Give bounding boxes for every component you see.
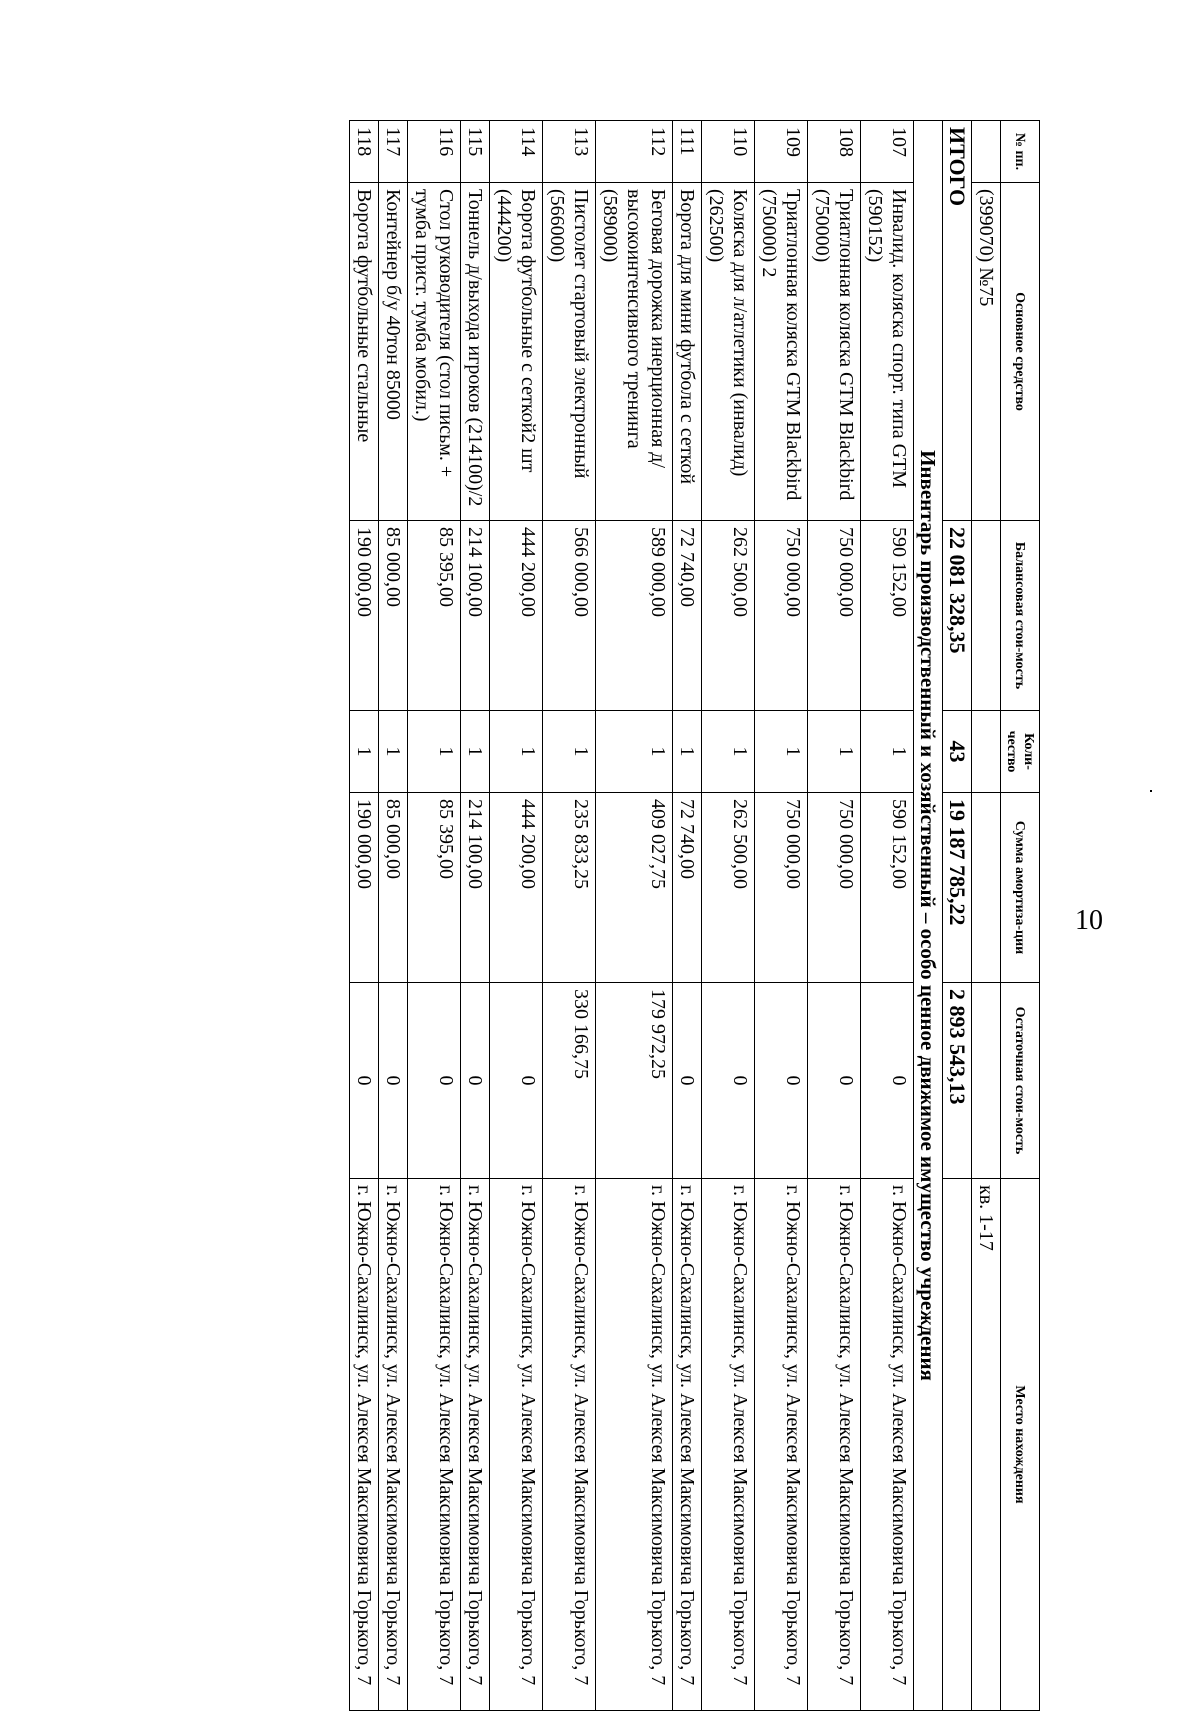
balance-value: 262 500,00 xyxy=(702,521,755,711)
row-number: 116 xyxy=(408,121,461,183)
residual-value: 0 xyxy=(673,983,702,1179)
table-row xyxy=(461,121,490,1711)
table-row xyxy=(755,121,808,1711)
row-number: 110 xyxy=(702,121,755,183)
carry-row xyxy=(972,121,1001,1711)
residual-value: 0 xyxy=(702,983,755,1179)
row-number: 113 xyxy=(543,121,596,183)
quantity: 1 xyxy=(350,711,379,793)
total-qty: 43 xyxy=(943,711,972,793)
header-cell: Место нахождения xyxy=(1001,1179,1040,1711)
amortization-value: 590 152,00 xyxy=(861,793,914,983)
row-number: 117 xyxy=(379,121,408,183)
amortization-value: 750 000,00 xyxy=(755,793,808,983)
amortization-value: 85 000,00 xyxy=(379,793,408,983)
section-row xyxy=(914,121,943,1711)
header-cell: Коли-чество xyxy=(1001,711,1040,793)
row-number: 112 xyxy=(596,121,673,183)
carry-location: кв. 1-17 xyxy=(972,1179,1001,1711)
header-cell: Остаточная стои-мость xyxy=(1001,983,1040,1179)
page-number: 10 xyxy=(1075,905,1103,936)
residual-value: 0 xyxy=(350,983,379,1179)
table-row xyxy=(490,121,543,1711)
balance-value: 590 152,00 xyxy=(861,521,914,711)
table-row xyxy=(543,121,596,1711)
residual-value: 0 xyxy=(408,983,461,1179)
asset-name: Ворота футбольные с сеткой2 шт (444200) xyxy=(490,183,543,521)
quantity: 1 xyxy=(490,711,543,793)
asset-name: Стол руководителя (стол письм. + тумба прист. тумба мобил.) xyxy=(408,183,461,521)
residual-value: 179 972,25 xyxy=(596,983,673,1179)
asset-name: Контейнер б/у 40тон 85000 xyxy=(379,183,408,521)
amortization-value: 214 100,00 xyxy=(461,793,490,983)
quantity: 1 xyxy=(461,711,490,793)
balance-value: 85 000,00 xyxy=(379,521,408,711)
asset-name: Тоннель д/выхода игроков (214100)/2 xyxy=(461,183,490,521)
amortization-value: 262 500,00 xyxy=(702,793,755,983)
asset-name: Пистолет стартовый электронный (566000) xyxy=(543,183,596,521)
row-number: 108 xyxy=(808,121,861,183)
residual-value: 0 xyxy=(808,983,861,1179)
residual-value: 0 xyxy=(461,983,490,1179)
table-row xyxy=(808,121,861,1711)
table-row xyxy=(861,121,914,1711)
total-amort: 19 187 785,22 xyxy=(943,793,972,983)
balance-value: 566 000,00 xyxy=(543,521,596,711)
balance-value: 190 000,00 xyxy=(350,521,379,711)
balance-value: 72 740,00 xyxy=(673,521,702,711)
total-residual: 2 893 543,13 xyxy=(943,983,972,1179)
location: г. Южно-Сахалинск, ул. Алексея Максимовича Горького, 7 xyxy=(861,1179,914,1711)
header-cell: Основное средство xyxy=(1001,183,1040,521)
quantity: 1 xyxy=(702,711,755,793)
amortization-value: 235 833,25 xyxy=(543,793,596,983)
quantity: 1 xyxy=(755,711,808,793)
section-title: Инвентарь производственный и хозяйственный – особо ценное движимое имущество учреждения xyxy=(914,121,943,1711)
row-number: 114 xyxy=(490,121,543,183)
location: г. Южно-Сахалинск, ул. Алексея Максимовича Горького, 7 xyxy=(379,1179,408,1711)
location: г. Южно-Сахалинск, ул. Алексея Максимовича Горького, 7 xyxy=(408,1179,461,1711)
balance-value: 750 000,00 xyxy=(808,521,861,711)
location: г. Южно-Сахалинск, ул. Алексея Максимовича Горького, 7 xyxy=(755,1179,808,1711)
quantity: 1 xyxy=(673,711,702,793)
amortization-value: 444 200,00 xyxy=(490,793,543,983)
residual-value: 0 xyxy=(861,983,914,1179)
rotated-page xyxy=(349,120,1040,1710)
table-row xyxy=(702,121,755,1711)
header-cell: Балансовая стои-мость xyxy=(1001,521,1040,711)
table-row xyxy=(673,121,702,1711)
row-number: 111 xyxy=(673,121,702,183)
balance-value: 750 000,00 xyxy=(755,521,808,711)
location: г. Южно-Сахалинск, ул. Алексея Максимовича Горького, 7 xyxy=(350,1179,379,1711)
asset-name: Триатлонная коляска GTM Blackbird (750000) xyxy=(808,183,861,521)
header-cell: № пп. xyxy=(1001,121,1040,183)
amortization-value: 190 000,00 xyxy=(350,793,379,983)
total-row xyxy=(943,121,972,1711)
location: г. Южно-Сахалинск, ул. Алексея Максимовича Горького, 7 xyxy=(543,1179,596,1711)
total-balance: 22 081 328,35 xyxy=(943,521,972,711)
quantity: 1 xyxy=(861,711,914,793)
balance-value: 214 100,00 xyxy=(461,521,490,711)
location: г. Южно-Сахалинск, ул. Алексея Максимовича Горького, 7 xyxy=(673,1179,702,1711)
table-row xyxy=(379,121,408,1711)
amortization-value: 72 740,00 xyxy=(673,793,702,983)
location: г. Южно-Сахалинск, ул. Алексея Максимовича Горького, 7 xyxy=(808,1179,861,1711)
amortization-value: 750 000,00 xyxy=(808,793,861,983)
header-row xyxy=(1001,121,1040,1711)
location: г. Южно-Сахалинск, ул. Алексея Максимовича Горького, 7 xyxy=(461,1179,490,1711)
balance-value: 444 200,00 xyxy=(490,521,543,711)
table-row xyxy=(350,121,379,1711)
residual-value: 0 xyxy=(755,983,808,1179)
residual-value: 0 xyxy=(379,983,408,1179)
residual-value: 0 xyxy=(490,983,543,1179)
asset-name: Ворота футбольные стальные xyxy=(350,183,379,521)
asset-name: Беговая дорожка инерционная д/высокоинтенсивного тренинга (589000) xyxy=(596,183,673,521)
row-number: 107 xyxy=(861,121,914,183)
quantity: 1 xyxy=(808,711,861,793)
balance-value: 85 395,00 xyxy=(408,521,461,711)
asset-name: Инвалид. коляска спорт. типа GTM (590152) xyxy=(861,183,914,521)
asset-name: Ворота для мини футбола с сеткой xyxy=(673,183,702,521)
table-row xyxy=(596,121,673,1711)
location: г. Южно-Сахалинск, ул. Алексея Максимовича Горького, 7 xyxy=(490,1179,543,1711)
amortization-value: 85 395,00 xyxy=(408,793,461,983)
row-number: 109 xyxy=(755,121,808,183)
row-number: 118 xyxy=(350,121,379,183)
assets-table xyxy=(349,120,1040,1711)
location: г. Южно-Сахалинск, ул. Алексея Максимовича Горького, 7 xyxy=(702,1179,755,1711)
header-cell: Сумма амортиза-ции xyxy=(1001,793,1040,983)
asset-name: Триатлонная коляска GTM Blackbird (750000) 2 xyxy=(755,183,808,521)
residual-value: 330 166,75 xyxy=(543,983,596,1179)
quantity: 1 xyxy=(408,711,461,793)
quantity: 1 xyxy=(596,711,673,793)
scan-speck xyxy=(1150,790,1152,792)
row-number: 115 xyxy=(461,121,490,183)
balance-value: 589 000,00 xyxy=(596,521,673,711)
quantity: 1 xyxy=(543,711,596,793)
location: г. Южно-Сахалинск, ул. Алексея Максимовича Горького, 7 xyxy=(596,1179,673,1711)
carry-name: (399070) №75 xyxy=(972,183,1001,521)
table-row xyxy=(408,121,461,1711)
total-label: ИТОГО xyxy=(943,121,972,521)
quantity: 1 xyxy=(379,711,408,793)
asset-name: Коляска для л/атлетики (инвалид) (262500) xyxy=(702,183,755,521)
amortization-value: 409 027,75 xyxy=(596,793,673,983)
